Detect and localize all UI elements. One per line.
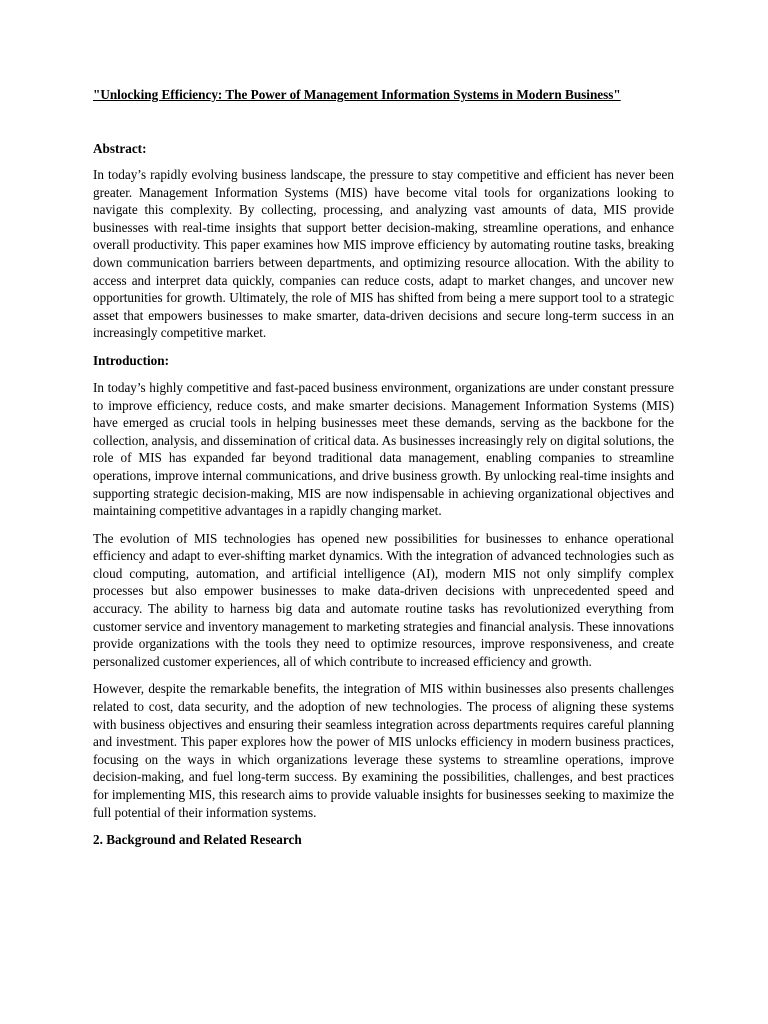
abstract-heading: Abstract:	[93, 141, 147, 156]
introduction-paragraph-2: The evolution of MIS technologies has opened new possibilities for businesses to enhance operational efficiency and adapt to ever-shifting market dynamics. With the integration of advanced technologies such as cloud computing, automation, and artificial intelligence (AI), modern MIS not only simplify complex processes but also empower businesses to make data-driven decisions with unprecedented speed and accuracy. The ability to harness big data and automate routine tasks has revolutionized everything from customer service and inventory management to marketing strategies and financial analysis. These innovations provide organizations with the tools they need to optimize resources, improve responsiveness, and create personalized customer experiences, all of which contribute to increased efficiency and growth.	[93, 530, 674, 669]
introduction-paragraph-3: However, despite the remarkable benefits, the integration of MIS within businesses also presents challenges related to cost, data security, and the adoption of new technologies. The process of aligning these systems with business objectives and ensuring their seamless integration across departments requires careful planning and investment. This paper explores how the power of MIS unlocks efficiency in modern business practices, focusing on the ways in which organizations leverage these systems to streamline operations, improve decision-making, and fuel long-term success. By examining the possibilities, challenges, and best practices for implementing MIS, this research aims to provide valuable insights for businesses seeking to maximize the full potential of their information systems.	[93, 681, 674, 820]
introduction-heading: Introduction:	[93, 352, 169, 368]
introduction-paragraph-1: In today’s highly competitive and fast-paced business environment, organizations are under constant pressure to improve efficiency, reduce costs, and make smarter decisions. Management Information Systems (MIS) have emerged as crucial tools in helping businesses meet these demands, serving as the backbone for the collection, analysis, and dissemination of critical data. As businesses increasingly rely on digital solutions, the role of MIS has expanded far beyond traditional data management, enabling companies to streamline operations, improve internal communications, and drive business growth. By unlocking real-time insights and supporting strategic decision-making, MIS are now indispensable in achieving organizational objectives and maintaining competitive advantages in a rapidly changing market.	[93, 379, 674, 519]
abstract-paragraph: In today’s rapidly evolving business landscape, the pressure to stay competitive and efficient has never been greater. Management Information Systems (MIS) have become vital tools for organizations looking to navigate this complexity. By collecting, processing, and analyzing vast amounts of data, MIS provide businesses with real-time insights that support better decision-making, streamline operations, and enhance overall productivity. This paper examines how MIS improve efficiency by automating routine tasks, breaking down communication barriers between departments, and optimizing resource allocation. With the ability to access and interpret data quickly, companies can reduce costs, adapt to market changes, and uncover new opportunities for growth. Ultimately, the role of MIS has shifted from being a mere support tool to a strategic asset that empowers businesses to make smarter, data-driven decisions and secure long-term success in an increasingly competitive market.	[93, 167, 674, 341]
document-title: "Unlocking Efficiency: The Power of Management Information Systems in Modern Business"	[93, 87, 621, 102]
background-section-heading: 2. Background and Related Research	[93, 832, 302, 848]
